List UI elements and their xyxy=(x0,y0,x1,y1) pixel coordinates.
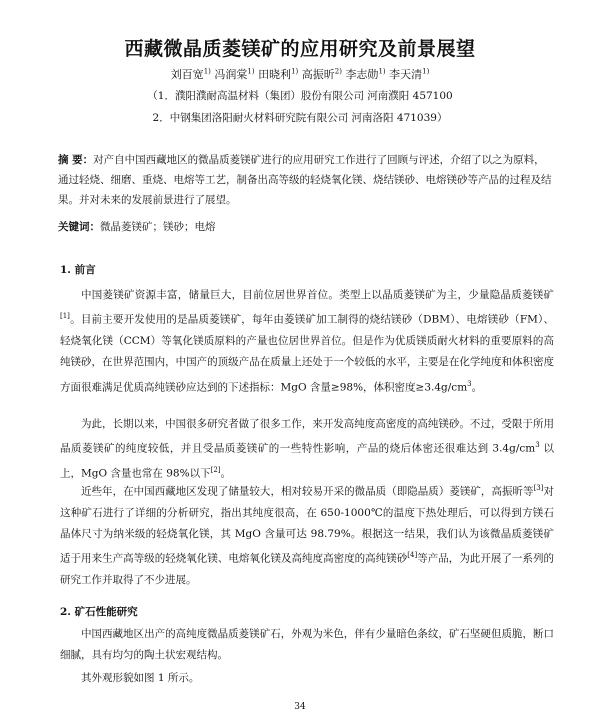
ore-paragraph-2 xyxy=(60,668,554,689)
paragraph-text: 为此，长期以来，中国很多研究者做了很多工作，来开发高纯度高密度的高纯镁砂。不过，受限于所用晶质菱镁矿的纯度较低，并且受晶质菱镁矿的一些特性影响，产品的烧后体密还很难达到 3.4g/cm xyxy=(60,418,554,455)
author-affil-mark: 1) xyxy=(247,67,255,76)
citation-ref: [1] xyxy=(60,312,70,321)
author-affil-mark: 1) xyxy=(378,67,386,76)
page-number: 34 xyxy=(294,702,306,712)
author-name: 李志勋 xyxy=(345,68,379,81)
ore-paragraph-1 xyxy=(60,624,554,667)
abstract xyxy=(58,150,552,210)
paragraph-text: 。 xyxy=(471,381,483,394)
citation-ref: [4] xyxy=(407,551,418,560)
author-name: 高振昕 xyxy=(301,68,335,81)
author-affil-mark: 1) xyxy=(422,67,430,76)
author-name: 田晓利 xyxy=(258,68,292,81)
author-name: 李天清 xyxy=(389,68,423,81)
paragraph-text: 中国菱镁矿资源丰富，储量巨大，目前位居世界首位。类型上以晶质菱镁矿为主，少量隐晶质菱镁矿 xyxy=(81,289,554,301)
paragraph-text: 以上，MgO 含量也常在 98%以下 xyxy=(60,442,554,480)
author-affil-mark: 1) xyxy=(291,67,299,76)
paragraph-text: 对这种矿石进行了详细的分析研究，指出其纯度很高，在 650-1000℃的温度下热处理后，可以得到方镁石晶体尺寸为纳米级的轻烧氧化镁，其 MgO 含量可达 98.79%。根据这一结果，我们认为该微晶质菱镁矿适于用来生产高等级的轻烧氧化镁、电熔氧化镁及高纯度高密度的高纯镁砂 xyxy=(60,485,555,565)
citation-ref: [2] xyxy=(210,466,221,475)
intro-paragraph-1 xyxy=(60,285,554,398)
keywords-text: 微晶菱镁矿；镁砂；电熔 xyxy=(100,221,216,233)
author-list xyxy=(0,66,600,82)
paragraph-text: 其外观形貌如图 1 所示。 xyxy=(81,672,200,684)
keywords xyxy=(58,219,552,234)
paper-title: 西藏微晶质菱镁矿的应用研究及前景展望 xyxy=(124,38,476,60)
section-heading-intro: 1. 前言 xyxy=(60,264,96,276)
paragraph-text: 中国西藏地区出产的高纯度微晶质菱镁矿石，外观为米色，伴有少量暗色条纹，矿石坚硬但质脆，断口细腻，具有均匀的陶土状宏观结构。 xyxy=(60,628,554,662)
keywords-label: 关键词： xyxy=(58,221,100,233)
author-name: 刘百宽 xyxy=(170,68,204,81)
paragraph-text: 近些年，在中国西藏地区发现了储量较大，相对较易开采的微晶质（即隐晶质）菱镁矿，高振昕等 xyxy=(81,485,534,498)
superscript: 3 xyxy=(467,379,472,388)
abstract-text: 对产自中国西藏地区的微晶质菱镁矿进行的应用研究工作进行了回顾与评述，介绍了以之为原料，通过轻烧、细磨、重烧、电熔等工艺，制备出高等级的轻烧氧化镁、烧结镁砂、电熔镁砂等产品的过程及结果。并对未来的发展前景进行了展望。 xyxy=(58,154,552,206)
affiliation-2: 2．中钢集团洛阳耐火材料研究院有限公司 河南洛阳 471039） xyxy=(152,112,448,124)
paragraph-text: 等产品，为此开展了一系列的研究工作并取得了不少进展。 xyxy=(60,552,555,587)
intro-paragraph-2 xyxy=(60,414,554,485)
author-affil-mark: 1) xyxy=(203,67,211,76)
section-heading-ore-properties: 2. 矿石性能研究 xyxy=(60,606,138,618)
affiliation-1: （1．濮阳濮耐高温材料（集团）股份有限公司 河南濮阳 457100 xyxy=(147,90,453,102)
author-affil-mark: 2) xyxy=(334,67,342,76)
citation-ref: [3] xyxy=(533,484,544,492)
intro-paragraph-3 xyxy=(60,478,554,591)
paragraph-text: 。目前主要开发使用的是晶质菱镁矿，每年由菱镁矿加工制得的烧结镁砂（DBM）、电熔镁砂（FM）、轻烧氧化镁（CCM）等氧化镁质原料的产量也位居世界首位。但是作为优质镁质耐火材料的重要原料的高纯镁砂，在世界范围内，中国产的顶级产品在质量上还处于一个较低的水平，主要是在化学纯度和体积密度方面很难满足优质高纯镁砂应达到的下述指标：MgO 含量≥98%，体积密度≥3.4g/cm xyxy=(60,313,554,394)
abstract-label: 摘 要： xyxy=(58,154,94,166)
paragraph-text: 。 xyxy=(220,467,232,480)
author-name: 冯润棠 xyxy=(214,68,248,81)
superscript: 3 xyxy=(535,441,540,450)
